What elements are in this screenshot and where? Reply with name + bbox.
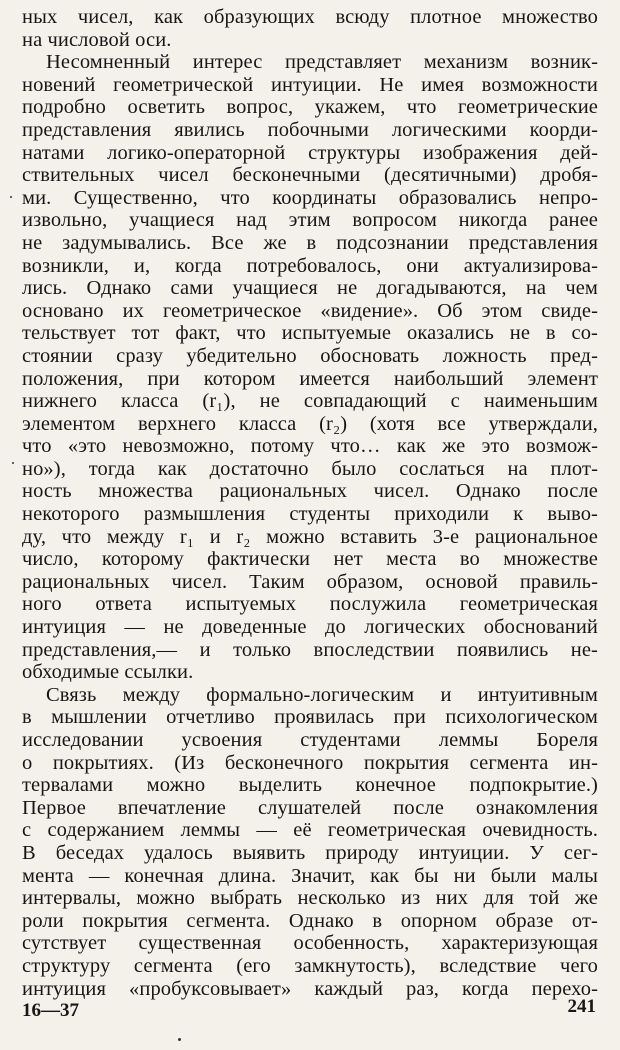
text-line: стоянии сразу убедительно обосновать ложность пред- <box>22 344 598 367</box>
text-line: ствительных чисел бесконечными (десятичными) дробя- <box>22 164 598 187</box>
text-line: что «это невозможно, потому что… как же это возмож- <box>22 435 598 458</box>
text-line: интервалы, можно выбрать несколько из них для той же <box>22 887 598 910</box>
text-line: структуру сегмента (его замкнутость), вследствие чего <box>22 954 598 977</box>
text-line: интуиция — не доведенные до логических обоснований <box>22 616 598 639</box>
text-line: подробно осветить вопрос, укажем, что геометрические <box>22 96 598 119</box>
text-line: но»), тогда как достаточно было сослаться на плот- <box>22 457 598 480</box>
text-line: обходимые ссылки. <box>22 661 194 684</box>
text-line: тельствует тот факт, что испытуемые оказались не в со- <box>22 322 598 345</box>
text-line: элементом верхнего класса (r₂) (хотя все утверждали, <box>22 412 598 435</box>
print-speck <box>10 196 12 198</box>
text-line: представления явились побочными логическими коорди- <box>22 118 598 141</box>
text-line: положения, при котором имеется наибольший элемент <box>22 367 598 390</box>
text-line: в мышлении отчетливо проявилась при психологическом <box>22 706 598 729</box>
print-speck <box>12 462 14 464</box>
text-line: мента — конечная длина. Значит, как бы ни были малы <box>22 864 598 887</box>
text-line: ду, что между r₁ и r₂ можно вставить 3-е рациональное <box>22 525 598 548</box>
text-line: интуиция «пробуксовывает» каждый раз, когда перехо- <box>22 977 598 1000</box>
text-line: новений геометрической интуиции. Не имея возможности <box>22 73 598 96</box>
page-text <box>22 6 598 1000</box>
text-line: В беседах удалось выявить природу интуиции. У сег- <box>22 841 598 864</box>
text-line: сутствует существенная особенность, характеризующая <box>22 932 598 955</box>
text-line: не задумывались. Все же в подсознании представления <box>22 231 598 254</box>
text-line: исследовании усвоения студентами леммы Бореля <box>22 729 598 751</box>
text-line: лись. Однако сами учащиеся не догадываются, на чем <box>22 277 598 300</box>
text-line: натами логико-операторной структуры изображения дей- <box>22 141 598 164</box>
text-line: представления,— и только впоследствии появились не- <box>22 638 598 661</box>
text-line: возникли, и, когда потребовалось, они актуализирова- <box>22 254 598 277</box>
text-line: число, которому фактически нет места во множестве <box>22 548 598 571</box>
text-line: основано их геометрическое «видение». Об этом свиде- <box>22 299 598 322</box>
text-line: ми. Существенно, что координаты образовались непро- <box>22 186 598 209</box>
text-line: Несомненный интерес представляет механизм возник- <box>46 51 598 74</box>
printer-signature: 16—37 <box>22 1000 79 1021</box>
text-line: Первое впечатление слушателей после ознакомления <box>22 796 598 819</box>
text-line: рациональных чисел. Таким образом, основой правиль- <box>22 570 598 593</box>
text-line: ность множества рациональных чисел. Однако после <box>22 480 598 503</box>
text-line: нижнего класса (r₁), не совпадающий с наименьшим <box>22 390 598 413</box>
text-line: некоторого размышления студенты приходили к выво- <box>22 503 598 526</box>
page-footer <box>22 996 598 1024</box>
print-speck <box>178 1038 181 1041</box>
text-line: о покрытиях. (Из бесконечного покрытия сегмента ин- <box>22 751 598 774</box>
text-line: на числовой оси. <box>22 28 172 51</box>
text-line: роли покрытия сегмента. Однако в опорном образе от- <box>22 909 598 932</box>
text-line: извольно, учащиеся над этим вопросом никогда ранее <box>22 209 598 232</box>
text-line: ных чисел, как образующих всюду плотное множество <box>22 6 598 28</box>
page-number: 241 <box>567 996 596 1017</box>
text-line: Связь между формально-логическим и интуитивным <box>46 683 598 706</box>
text-line: ного ответа испытуемых послужила геометрическая <box>22 593 598 616</box>
text-line: тервалами можно выделить конечное подпокрытие.) <box>22 774 598 797</box>
text-line: с содержанием леммы — её геометрическая очевидность. <box>22 819 598 842</box>
